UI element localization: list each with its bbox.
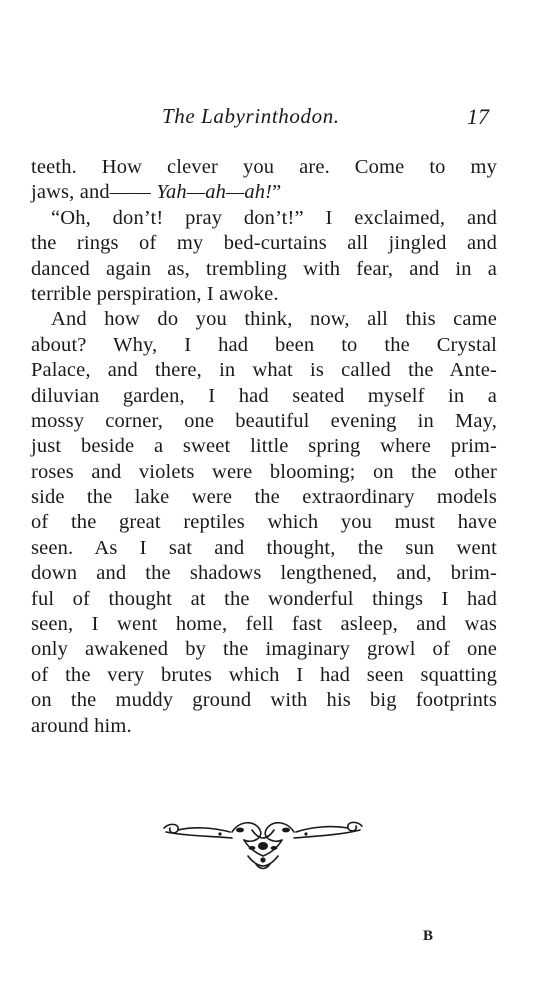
- text-line: about? Why, I had been to the Crystal: [31, 333, 497, 356]
- text-line: “Oh, don’t! pray don’t!” I exclaimed, and: [51, 206, 497, 229]
- text-line: side the lake were the extraordinary models: [31, 486, 497, 509]
- running-title: The Labyrinthodon.: [162, 104, 340, 128]
- italic-exclamation: Yah—ah—ah!: [156, 181, 273, 204]
- text-line: roses and violets were blooming; on the other: [31, 460, 497, 483]
- text-line: of the very brutes which I had seen squatting: [31, 663, 497, 686]
- running-head: [58, 104, 495, 134]
- text-segment: jaws, and——: [31, 181, 152, 204]
- text-line: seen, I went home, fell fast asleep, and was: [31, 613, 497, 636]
- text-line: down and the shadows lengthened, and, brim-: [31, 562, 497, 585]
- text-line: teeth. How clever you are. Come to my: [31, 156, 497, 178]
- text-line: just beside a sweet little spring where prim-: [31, 435, 497, 458]
- body-text: [31, 155, 497, 739]
- page-number: 17: [467, 104, 489, 129]
- text-line: ful of thought at the wonderful things I had: [31, 587, 497, 610]
- text-line: around him.: [31, 714, 132, 737]
- text-line: on the muddy ground with his big footprints: [31, 689, 497, 712]
- closing-quote: ”: [272, 181, 282, 204]
- text-line: Palace, and there, in what is called the Ante-: [31, 359, 497, 382]
- text-line: seen. As I sat and thought, the sun went: [31, 536, 497, 559]
- text-line: diluvian garden, I had seated myself in a: [31, 384, 497, 407]
- tailpiece-ornament-icon: [160, 816, 366, 874]
- text-line: mossy corner, one beautiful evening in May,: [31, 409, 497, 432]
- signature-mark: B: [423, 928, 434, 944]
- text-line: danced again as, trembling with fear, and in a: [31, 257, 497, 280]
- text-line: the rings of my bed-curtains all jingled and: [31, 232, 497, 255]
- text-line: [31, 180, 497, 205]
- text-line: only awakened by the imaginary growl of one: [31, 638, 497, 661]
- text-line: terrible perspiration, I awoke.: [31, 282, 279, 305]
- text-line: of the great reptiles which you must have: [31, 511, 497, 534]
- text-line: And how do you think, now, all this came: [51, 308, 497, 331]
